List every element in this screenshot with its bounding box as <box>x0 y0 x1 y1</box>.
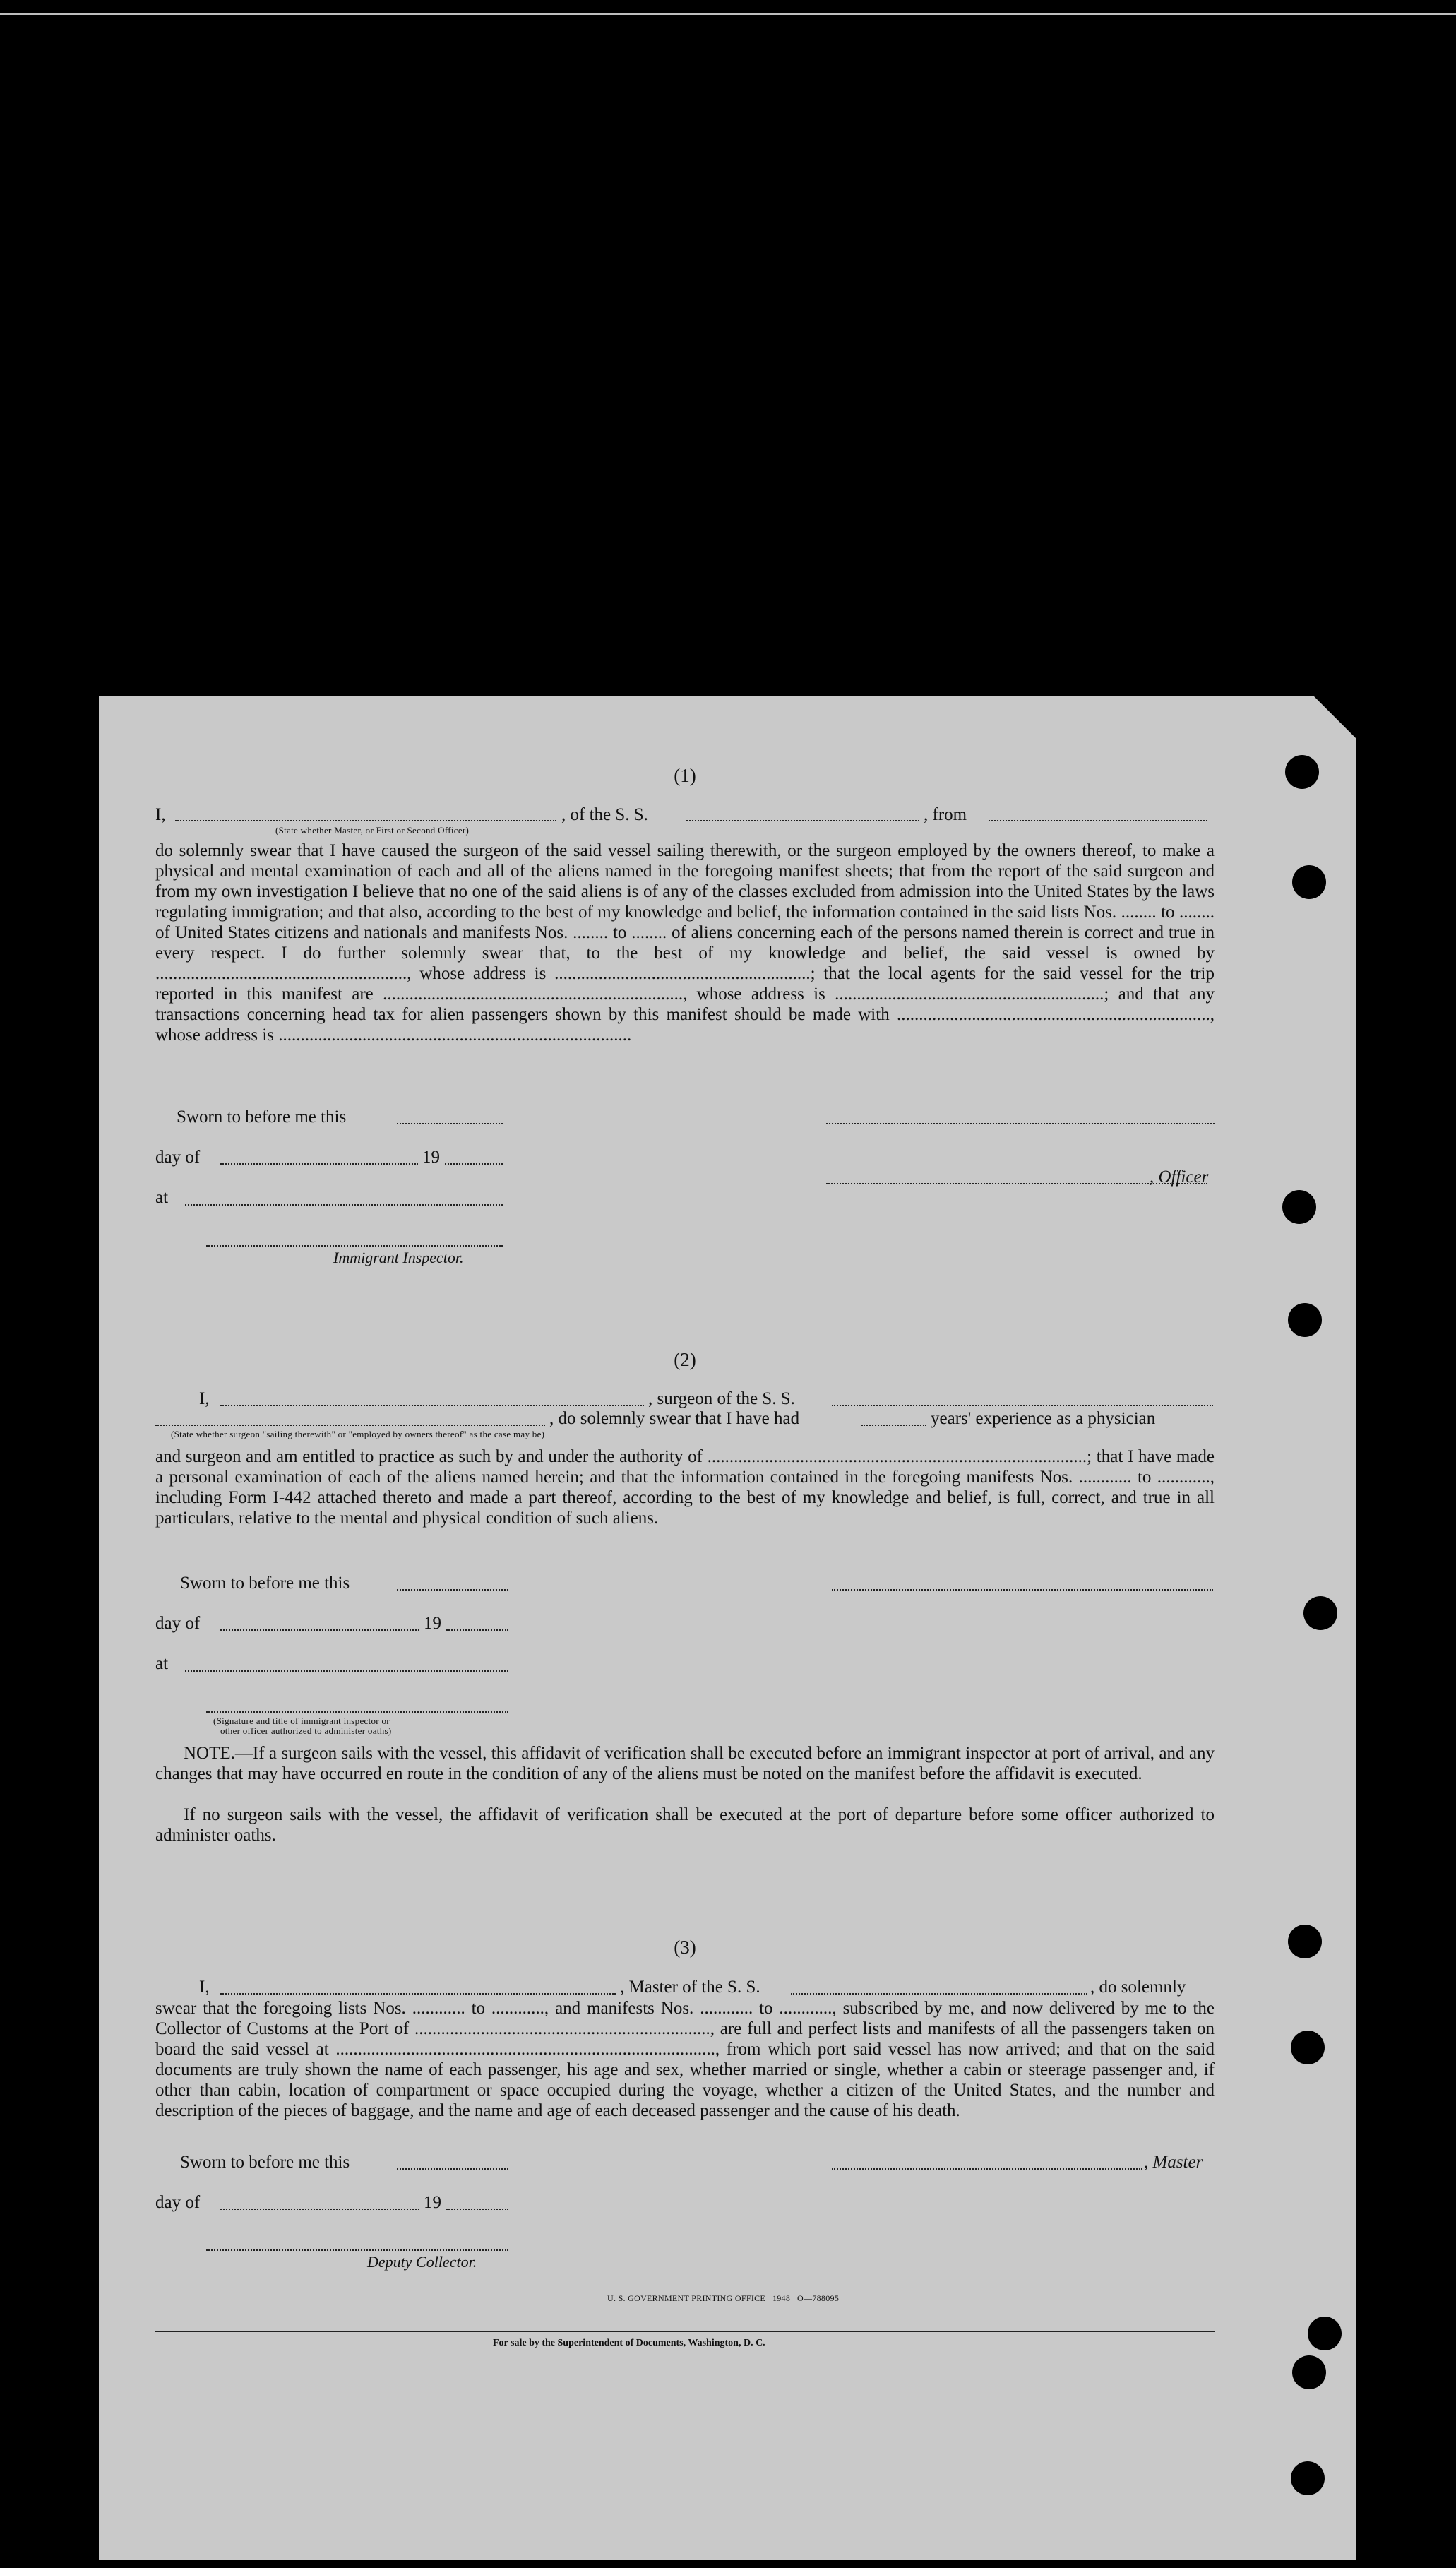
section-1-caption: (State whether Master, or First or Second Officer) <box>275 825 470 836</box>
section-1-place-field[interactable] <box>185 1204 503 1206</box>
sale-notice: For sale by the Superintendent of Documents, Washington, D. C. <box>493 2338 765 2348</box>
punch-hole <box>1288 1303 1322 1337</box>
years-experience-field[interactable] <box>861 1425 926 1426</box>
section-1-year-prefix: 19 <box>422 1148 440 1167</box>
departure-port-field[interactable] <box>989 820 1207 821</box>
officer-title-field[interactable] <box>175 820 556 821</box>
section-3-master-signature[interactable] <box>832 2168 1142 2170</box>
section-2-surgeon-of: , surgeon of the S. S. <box>648 1389 795 1408</box>
section-3-month-field[interactable] <box>220 2209 419 2210</box>
section-2-sworn-date-field[interactable] <box>397 1589 508 1591</box>
section-3-collector-label: Deputy Collector. <box>367 2253 477 2271</box>
folded-corner <box>1313 696 1356 738</box>
section-1-number: (1) <box>674 765 696 786</box>
printing-office-imprint: U. S. GOVERNMENT PRINTING OFFICE 1948 O—788095 <box>607 2293 840 2303</box>
punch-hole <box>1308 2317 1342 2350</box>
section-2-number: (2) <box>674 1349 696 1370</box>
master-name-field[interactable] <box>220 1993 616 1995</box>
section-2-year-field[interactable] <box>446 1629 508 1631</box>
section-2-year-prefix: 19 <box>424 1614 441 1633</box>
punch-hole <box>1282 1190 1316 1224</box>
section-1-from: , from <box>924 805 967 824</box>
punch-hole <box>1285 755 1319 789</box>
section-3-master-label: , Master <box>1144 2153 1203 2172</box>
section-3-day-of: day of <box>155 2193 201 2212</box>
section-1-inspector-label: Immigrant Inspector. <box>333 1249 464 1266</box>
section-1-oath-text: do solemnly swear that I have caused the surgeon of the said vessel sailing therewith, or the surgeon employed by the owners thereof, to make a physical and mental examination of each and all of the aliens named in the foregoing manifest sheets; that from the report of the said surgeon and from my own investigation I believe that no one of the said aliens is of any of the classes excluded from admission into the United States by the laws regulating immigration; and that also, according to the best of my knowledge and belief, the information contained in the said lists Nos. ........ to ........ of United States citizens and nationals and manifests Nos. ........ to ........ of aliens concerning each of the persons named therein is correct and true in every respect. I do further solemnly swear that, to the best of my knowledge and belief, the said vessel is owned by ........................................................., whose address is ..........................................................; that the local agents for the said vessel for the trip reported in this manifest are ...................................................................., whose address is .............................................................; and that any transactions concerning head tax for alien passengers shown by this manifest should be made with ......................................................................., whose address is ................................................................................ <box>155 841 1215 1045</box>
section-1-sworn-label: Sworn to before me this <box>177 1107 347 1127</box>
top-border-line <box>0 13 1456 15</box>
section-3-sworn-date-field[interactable] <box>397 2168 508 2170</box>
section-1-officer-label: , Officer <box>1150 1167 1209 1187</box>
section-3-year-prefix: 19 <box>424 2193 441 2212</box>
section-1-day-of: day of <box>155 1148 201 1167</box>
punch-hole <box>1291 2031 1325 2064</box>
surgeon-name-field[interactable] <box>220 1405 644 1406</box>
section-3-i: I, <box>199 1978 210 1997</box>
punch-hole <box>1292 2355 1326 2389</box>
section-2-oath-text: and surgeon and am entitled to practice as such by and under the authority of ......................................................................................; that I have made a personal examination of each of the aliens named herein; and that the information contained in the foregoing manifests Nos. ............ to ............, including Form I-442 attached thereto and made a part thereof, according to the best of my knowledge and belief, is full, correct, and true in all particulars, relative to the mental and physical condition of such aliens. <box>155 1447 1215 1528</box>
section-2-at: at <box>155 1654 169 1673</box>
section-1-inspector-signature[interactable] <box>206 1245 503 1247</box>
punch-hole <box>1303 1596 1337 1630</box>
section-2-note: NOTE.—If a surgeon sails with the vessel, this affidavit of verification shall be executed before an immigrant inspector at port of arrival, and any changes that may have occurred en route in the condition of any of the aliens must be noted on the manifest before the affidavit is executed. <box>155 1744 1215 1783</box>
section-3-swear: , do solemnly <box>1090 1978 1186 1997</box>
section-1-month-field[interactable] <box>220 1163 418 1165</box>
punch-hole <box>1291 2461 1325 2495</box>
section-2-place-field[interactable] <box>185 1670 508 1672</box>
section-2-signature-field[interactable] <box>832 1589 1213 1591</box>
section-2-day-of: day of <box>155 1614 201 1633</box>
section-2-sworn-label: Sworn to before me this <box>180 1574 350 1593</box>
section-1-sworn-date-field[interactable] <box>397 1123 503 1124</box>
manifest-affidavit-sheet <box>99 696 1356 2560</box>
section-1-of-ss: , of the S. S. <box>561 805 648 824</box>
section-1-signature-field[interactable] <box>826 1123 1215 1124</box>
section-3-vessel-field[interactable] <box>791 1993 1087 1995</box>
section-2-vessel-field[interactable] <box>832 1405 1213 1406</box>
section-3-sworn-label: Sworn to before me this <box>180 2153 350 2172</box>
section-2-note-2: If no surgeon sails with the vessel, the affidavit of verification shall be executed at the port of departure before some officer authorized to administer oaths. <box>155 1805 1215 1845</box>
section-2-years: years' experience as a physician <box>931 1409 1156 1428</box>
section-2-month-field[interactable] <box>220 1629 419 1631</box>
section-2-signature-caption-2: other officer authorized to administer oaths) <box>220 1725 392 1736</box>
section-2-swear: , do solemnly swear that I have had <box>549 1409 800 1428</box>
vessel-name-field[interactable] <box>686 820 919 821</box>
section-2-signature-caption-1: (Signature and title of immigrant inspector or <box>213 1716 390 1726</box>
section-2-caption: (State whether surgeon "sailing therewith" or "employed by owners thereof" as the case may be) <box>171 1429 545 1439</box>
footer-rule <box>155 2331 1215 2332</box>
section-3-master-of: , Master of the S. S. <box>620 1978 760 1997</box>
section-1-i: I, <box>155 805 166 824</box>
section-1-at: at <box>155 1188 169 1207</box>
section-2-inspector-signature[interactable] <box>206 1711 508 1713</box>
section-3-oath-text: swear that the foregoing lists Nos. ............ to ............, and manifests Nos. ............ to ............, subscribed by me, and now delivered by me to the Collector of Customs at the Port of ..................................................................., are full and perfect lists and manifests of all the passengers taken on board the said vessel at ......................................................................................, from which port said vessel has now arrived; and that on the said documents are truly shown the name of each passenger, his age and sex, whether married or single, whether a cabin or steerage passenger and, if other than cabin, location of compartment or space occupied during the voyage, whether a citizen of the United States, and the number and description of the pieces of baggage, and the name and age of each deceased passenger and the cause of his death. <box>155 1999 1215 2120</box>
section-3-year-field[interactable] <box>446 2209 508 2210</box>
section-3-collector-signature[interactable] <box>206 2249 508 2251</box>
section-3-number: (3) <box>674 1937 696 1958</box>
surgeon-status-field[interactable] <box>155 1425 545 1426</box>
section-2-i: I, <box>199 1389 210 1408</box>
punch-hole <box>1288 1925 1322 1958</box>
punch-hole <box>1292 865 1326 899</box>
section-1-year-field[interactable] <box>445 1163 503 1165</box>
